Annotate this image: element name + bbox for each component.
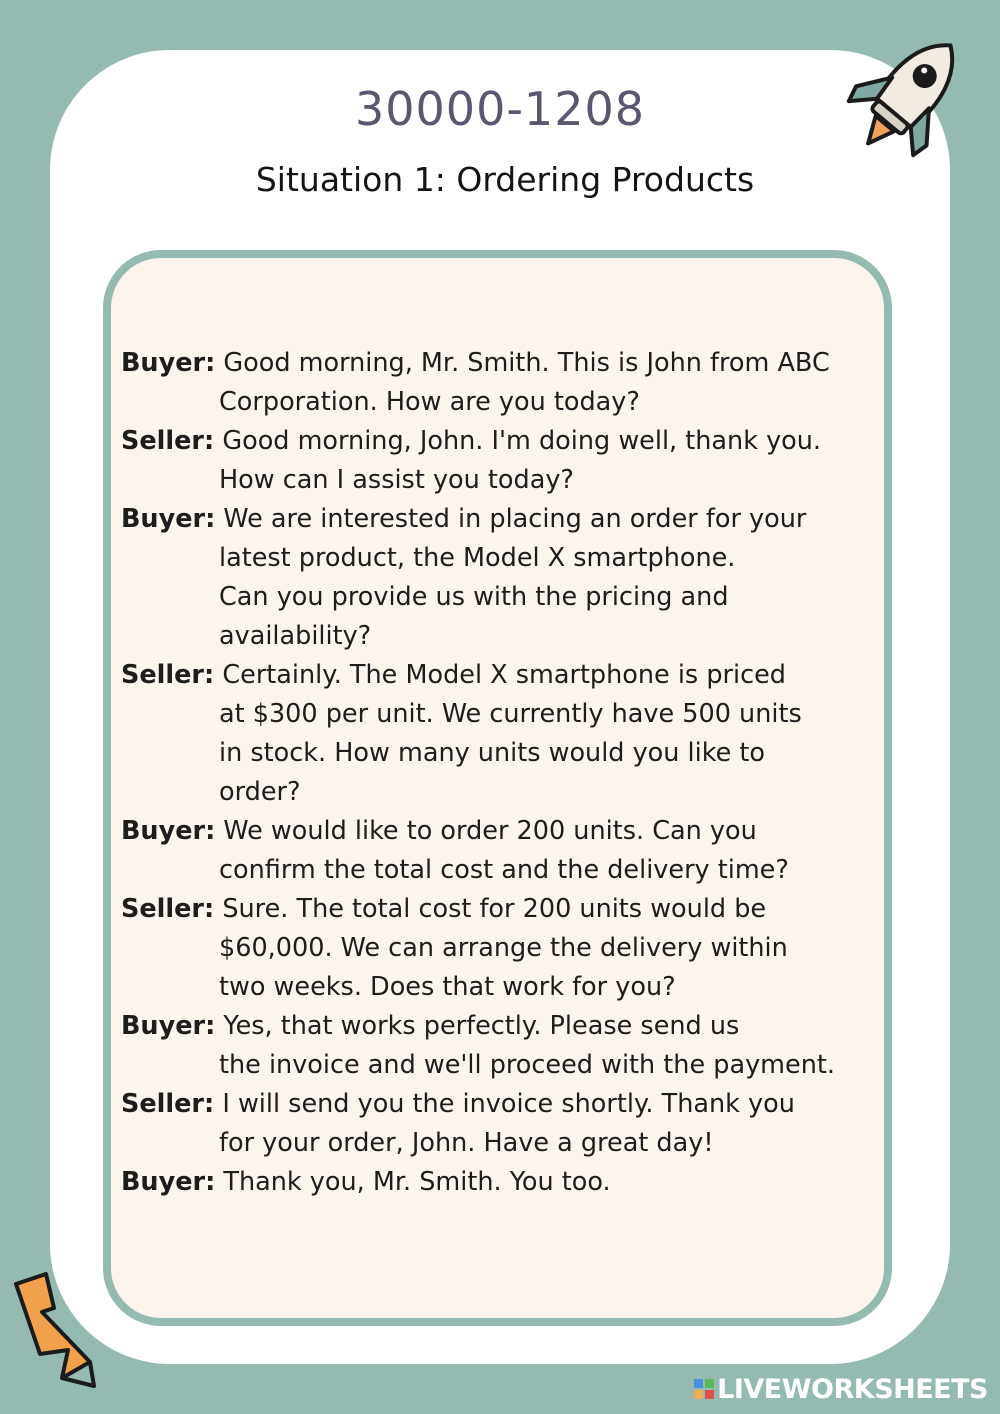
dialogue-line-text: confirm the total cost and the delivery time?: [219, 855, 789, 885]
speaker-label: Seller:: [121, 660, 215, 690]
speaker-label: Seller:: [121, 1089, 215, 1119]
dialogue-line-text: two weeks. Does that work for you?: [219, 972, 676, 1002]
rocket-icon: [838, 26, 978, 166]
dialogue-line-text: Sure. The total cost for 200 units would be: [222, 894, 767, 924]
dialogue-line: [121, 695, 896, 734]
dialogue-line: [121, 1124, 896, 1163]
liveworksheets-brand: [694, 1370, 988, 1408]
dialogue-line: [121, 1085, 896, 1124]
lightning-bolt-icon: [10, 1270, 102, 1390]
situation-title: Situation 1: Ordering Products: [255, 160, 755, 199]
dialogue-line-text: order?: [219, 777, 301, 807]
dialogue-line: [121, 851, 896, 890]
dialogue-line-text: Corporation. How are you today?: [219, 387, 640, 417]
dialogue-line: [121, 773, 896, 812]
dialogue-line: [121, 929, 896, 968]
dialogue-line-text: Good morning, Mr. Smith. This is John from ABC: [223, 348, 830, 378]
dialogue-line-text: Good morning, John. I'm doing well, thank you.: [222, 426, 822, 456]
dialogue-line-text: We would like to order 200 units. Can you: [223, 816, 757, 846]
speaker-label: Buyer:: [121, 1011, 216, 1041]
dialogue-line-text: Can you provide us with the pricing and: [219, 582, 729, 612]
speaker-label: Buyer:: [121, 504, 216, 534]
dialogue-line-text: the invoice and we'll proceed with the payment.: [219, 1050, 835, 1080]
dialogue-line: [121, 890, 896, 929]
worksheet-code: 30000-1208: [355, 82, 645, 136]
dialogue-line: [121, 344, 896, 383]
dialogue-line: [121, 383, 896, 422]
brand-name: LIVEWORKSHEETS: [717, 1373, 988, 1405]
dialogue-line: [121, 422, 896, 461]
speaker-label: Buyer:: [121, 348, 216, 378]
dialogue-line-text: in stock. How many units would you like to: [219, 738, 765, 768]
liveworksheets-logo-icon: [694, 1379, 714, 1399]
dialogue-line: [121, 578, 896, 617]
dialogue-line: [121, 1046, 896, 1085]
dialogue-line: [121, 1163, 896, 1202]
dialogue-line: [121, 734, 896, 773]
dialogue-line: [121, 500, 896, 539]
dialogue-line: [121, 461, 896, 500]
dialogue-line-text: Yes, that works perfectly. Please send us: [223, 1011, 740, 1041]
dialogue-line: [121, 1007, 896, 1046]
dialogue-line: [121, 539, 896, 578]
dialogue-line-text: at $300 per unit. We currently have 500 units: [219, 699, 802, 729]
speaker-label: Buyer:: [121, 1167, 216, 1197]
dialogue-line-text: Certainly. The Model X smartphone is priced: [222, 660, 786, 690]
dialogue-line-text: We are interested in placing an order for your: [223, 504, 807, 534]
dialogue-line: [121, 812, 896, 851]
dialogue-line-text: availability?: [219, 621, 372, 651]
dialogue-line-text: $60,000. We can arrange the delivery within: [219, 933, 788, 963]
dialogue-line-text: Thank you, Mr. Smith. You too.: [223, 1167, 611, 1197]
speaker-label: Buyer:: [121, 816, 216, 846]
dialogue-line: [121, 656, 896, 695]
dialogue-line-text: I will send you the invoice shortly. Thank you: [222, 1089, 795, 1119]
dialogue-line: [121, 968, 896, 1007]
dialogue-line-text: latest product, the Model X smartphone.: [219, 543, 736, 573]
dialogue-line-text: How can I assist you today?: [219, 465, 574, 495]
dialogue-line-text: for your order, John. Have a great day!: [219, 1128, 714, 1158]
dialogue-line: [121, 617, 896, 656]
dialogue-text: [121, 344, 896, 1202]
speaker-label: Seller:: [121, 894, 215, 924]
speaker-label: Seller:: [121, 426, 215, 456]
